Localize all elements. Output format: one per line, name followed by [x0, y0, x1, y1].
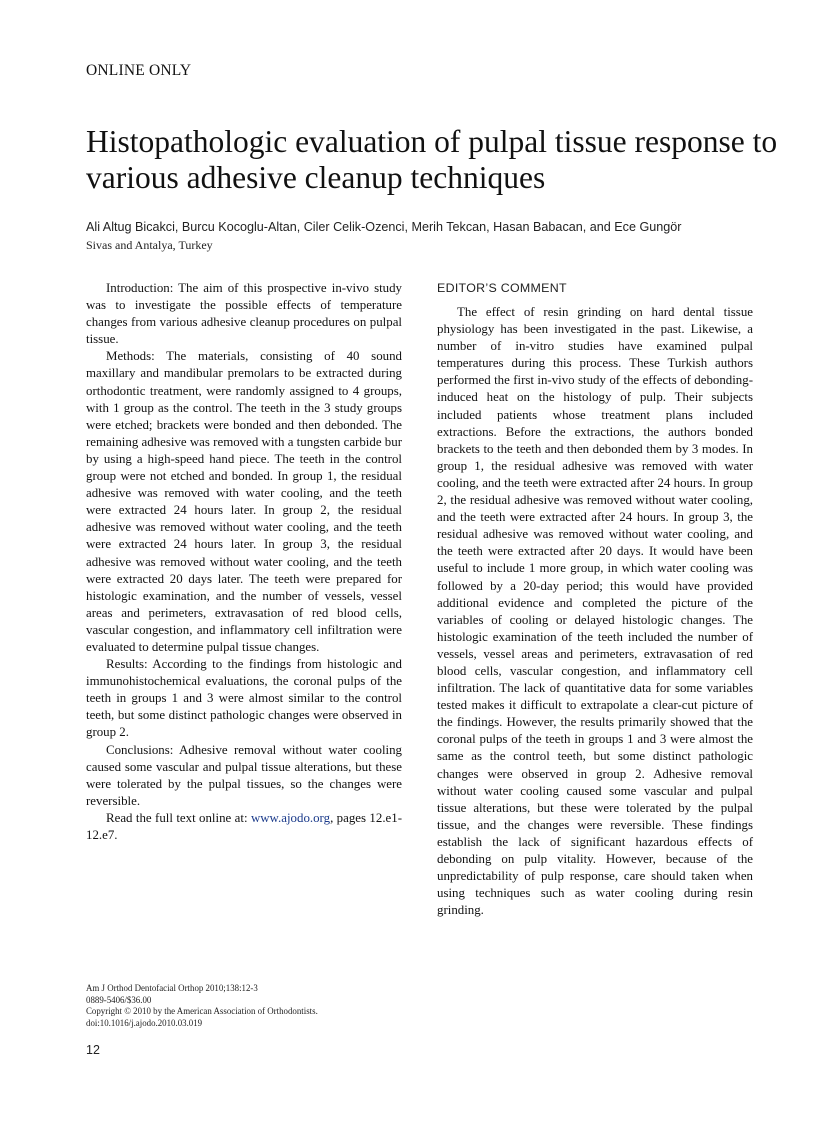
author-list: Ali Altug Bicakci, Burcu Kocoglu-Altan, Ciler Celik-Ozenci, Merih Tekcan, Hasan Babacan, and Ece Gungör — [86, 220, 682, 234]
author-location: Sivas and Antalya, Turkey — [86, 238, 213, 252]
abstract-results: Results: According to the findings from histologic and immunohistochemical evaluations, the coronal pulps of the teeth in groups 1 and 3 were almost similar to the control teeth, but some distinct pathologic changes were observed in group 2. — [86, 657, 402, 740]
abstract-methods: Methods: The materials, consisting of 40 sound maxillary and mandibular premolars to be extracted during orthodontic treatment, were randomly assigned to 4 groups, with 1 group as the control. The teeth in the 3 study groups were etched; brackets were bonded and then debonded. The remaining adhesive was removed with a tungsten carbide bur by using a high-speed hand piece. The teeth in the control group were not etched and bonded. In group 1, the residual adhesive was removed with water cooling, and the teeth were extracted 24 hours later. In group 2, the residual adhesive was removed without water cooling, and the teeth were extracted 24 hours later. In group 3, the residual adhesive was removed without water cooling, and the teeth were extracted 20 days later. The teeth were prepared for histologic examination, and the number of vessels, vessel areas and perimeters, extravasation of red blood cells, vascular congestion, and inflammatory cell infiltration were evaluated to determine pulpal tissue changes. — [86, 349, 402, 654]
article-title: Histopathologic evaluation of pulpal tissue response to various adhesive cleanup techniques — [86, 124, 778, 195]
copyright-notice: Copyright © 2010 by the American Association of Orthodontists. — [86, 1006, 318, 1017]
editors-comment-column — [437, 304, 753, 919]
footer-info — [86, 983, 318, 1029]
read-more-prefix: Read the full text online at: — [106, 810, 251, 825]
read-more-paragraph — [86, 810, 402, 844]
issn-price: 0889-5406/$36.00 — [86, 994, 152, 1005]
read-more-suffix: , pages 12.e1-12.e7. — [86, 810, 402, 842]
abstract-conclusions: Conclusions: Adhesive removal without water cooling caused some vascular and pulpal tissue alterations, but these were tolerated by the pulpal tissues, so the changes were reversible. — [86, 742, 402, 808]
journal-citation: Am J Orthod Dentofacial Orthop 2010;138:12-3 — [86, 983, 258, 993]
doi: doi:10.1016/j.ajodo.2010.03.019 — [86, 1017, 203, 1028]
page-number: 12 — [86, 1043, 100, 1057]
abstract-introduction: Introduction: The aim of this prospective in-vivo study was to investigate the possible effects of temperature changes from various adhesive cleanup procedures on pulpal tissue. — [86, 281, 402, 347]
abstract-column — [86, 280, 402, 844]
section-label: ONLINE ONLY — [86, 62, 192, 79]
editors-comment-body: The effect of resin grinding on hard dental tissue physiology has been investigated in the past. Likewise, a number of in-vitro studies have examined pulpal temperatures during this process. These Turkish authors performed the first in-vivo study of the effects of debonding-induced heat on the histology of pulp. Their subjects included patients whose treatment plans included extractions. Before the extractions, the authors bonded brackets to the teeth and then debonded them by 3 modes. In group 1, the residual adhesive was removed with water cooling, and the teeth were extracted after 24 hours. In group 2, the residual adhesive was removed without water cooling, and the teeth were extracted after 24 hours. In group 3, the residual adhesive was removed without water cooling, and the teeth were extracted after 20 days. It would have been useful to include 1 more group, in which water cooling was followed by a 20-day period; this would have provided additional evidence and completed the picture of the variables of cooling or delayed histologic changes. The histologic examination of the teeth included the number of vessels, vessel areas and perimeters, extravasation of red blood cells, vascular congestion, and inflammatory cell infiltration. The lack of quantitative data for some variables tested makes it difficult to extrapolate a clear-cut picture of the findings. However, the results primarily showed that the coronal pulps of the teeth in groups 1 and 3 were almost the same as the control teeth, but some distinct pathologic changes were observed in group 2. Adhesive removal without water cooling caused some vascular and pulpal tissue alterations, but these were tolerated by the pulpal tissue, and the changes were reversible. These findings establish the lack of significant hazardous effects of debonding on pulp vitality. However, because of the unpredictability of pulp response, care should taken when using techniques such as water cooling during resin grinding. — [437, 305, 753, 918]
journal-website-link[interactable]: www.ajodo.org — [250, 810, 331, 825]
editors-comment-heading: EDITOR’S COMMENT — [437, 281, 567, 295]
